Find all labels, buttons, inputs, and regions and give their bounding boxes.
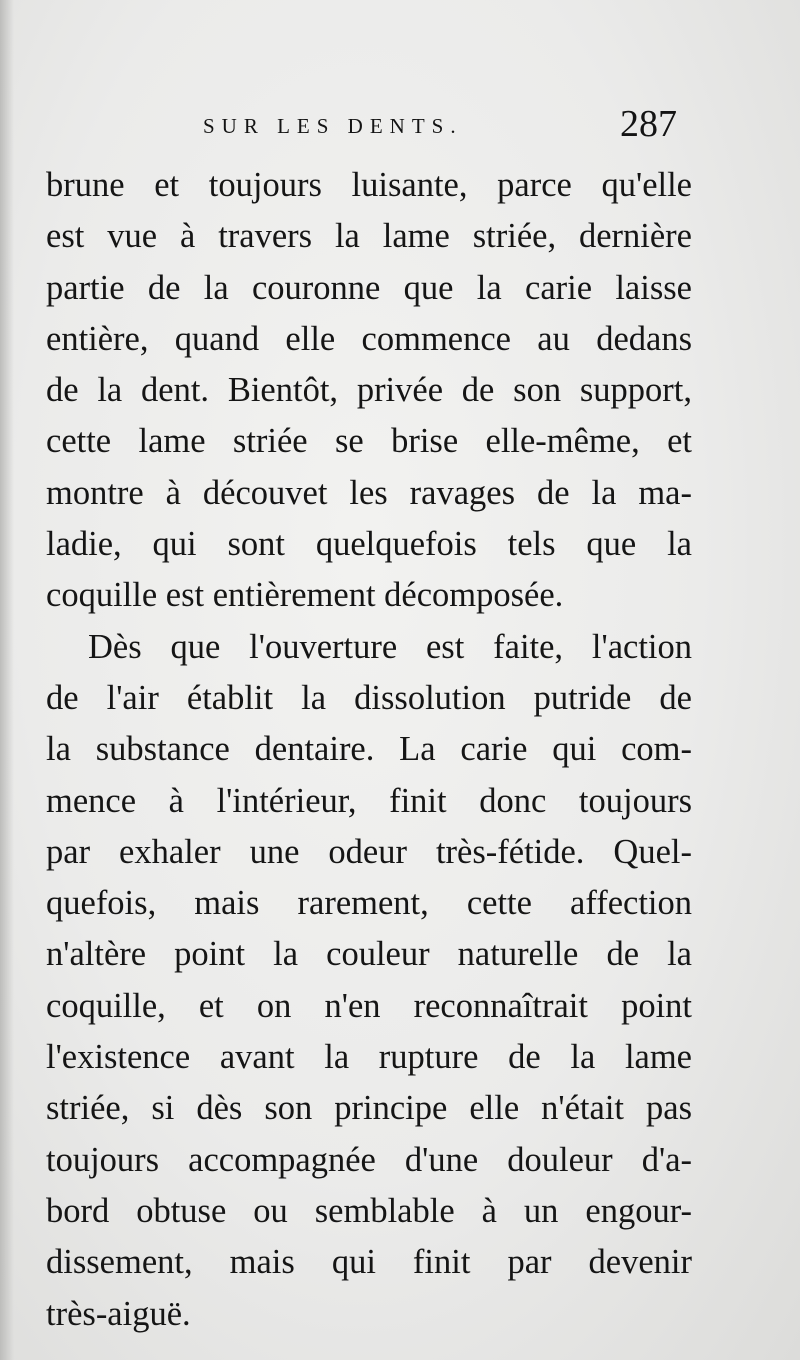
text-line: toujours accompagnée d'une douleur d'a- (46, 1140, 692, 1179)
text-line: striée, si dès son principe elle n'était pas (46, 1089, 692, 1128)
text-line: quefois, mais rarement, cette affection (46, 884, 692, 923)
text-line: cette lame striée se brise elle-même, et (46, 422, 692, 461)
running-head-title: SUR LES DENTS. (203, 114, 463, 138)
text-line: mence à l'intérieur, finit donc toujours (46, 781, 692, 820)
text-line: l'existence avant la rupture de la lame (46, 1038, 692, 1077)
text-line: la substance dentaire. La carie qui com- (46, 730, 692, 769)
text-line: bord obtuse ou semblable à un engour- (46, 1191, 692, 1230)
text-line: montre à découvet les ravages de la ma- (46, 473, 692, 512)
text-line: de la dent. Bientôt, privée de son support, (46, 371, 692, 410)
text-line: entière, quand elle commence au dedans (46, 319, 692, 358)
body-text (46, 160, 692, 1340)
text-line: n'altère point la couleur naturelle de la (46, 935, 692, 974)
text-line: par exhaler une odeur très-fétide. Quel- (46, 832, 692, 871)
page-number: 287 (620, 103, 677, 145)
text-line: dissement, mais qui finit par devenir (46, 1243, 692, 1282)
text-line: partie de la couronne que la carie laisse (46, 268, 692, 307)
text-line: brune et toujours luisante, parce qu'elle (46, 166, 692, 204)
running-head (0, 103, 800, 150)
text-line: de l'air établit la dissolution putride de (46, 678, 692, 717)
page-gutter-shadow (0, 0, 14, 1360)
text-line: Dès que l'ouverture est faite, l'action (88, 627, 692, 666)
text-line: très-aiguë. (46, 1294, 191, 1333)
text-line: coquille, et on n'en reconnaîtrait point (46, 986, 692, 1025)
text-line: est vue à travers la lame striée, dernière (46, 217, 692, 256)
text-line: ladie, qui sont quelquefois tels que la (46, 525, 692, 564)
text-line: coquille est entièrement décomposée. (46, 576, 564, 615)
